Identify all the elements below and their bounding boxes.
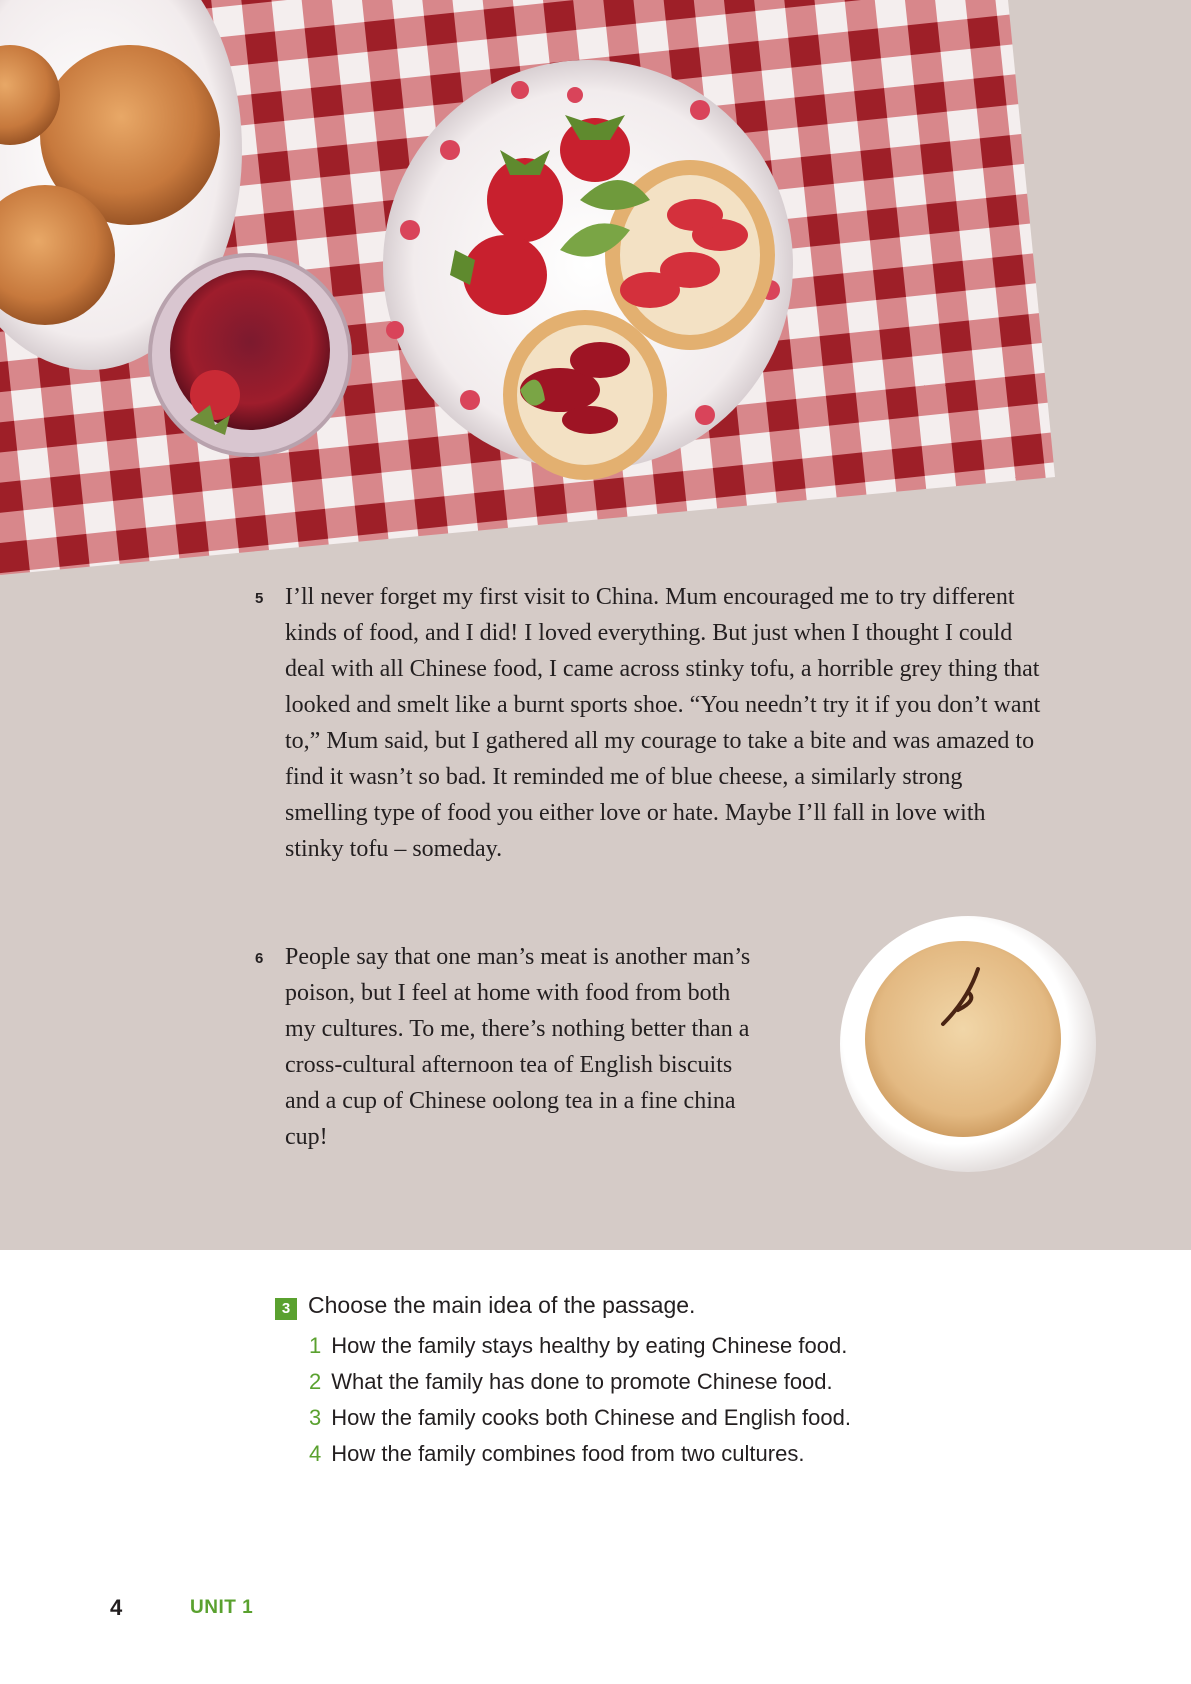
paragraph-6 [255,939,755,1155]
tea-surface [865,941,1061,1137]
paragraph-number: 6 [255,950,264,967]
option-number: 4 [309,1441,322,1466]
paragraph-text: I’ll never forget my first visit to China. Mum encouraged me to try different kinds of food, and I did! I loved everything. But just when I thought I could deal with all Chinese food, I came across stinky tofu, a horrible grey thing that looked and smelt like a burnt sports shoe. “You needn’t try it if you don’t want to,” Mum said, but I gathered all my courage to take a bite and was amazed to find it wasn’t so bad. It reminded me of blue cheese, a similarly strong smelling type of food you either love or hate. Maybe I’ll fall in love with stinky tofu – someday. [285,584,1041,862]
option-item[interactable] [309,1328,851,1364]
unit-label: UNIT 1 [190,1597,254,1618]
option-text: How the family stays healthy by eating Chinese food. [331,1333,848,1358]
option-number: 3 [309,1405,322,1430]
option-item[interactable] [309,1400,851,1436]
options-list [309,1328,851,1472]
option-item[interactable] [309,1364,851,1400]
paragraph-number: 5 [255,590,264,607]
paragraph-5 [255,579,1045,867]
oolong-tea-cup-photo [838,914,1098,1174]
exercise-instruction: Choose the main idea of the passage. [308,1292,696,1318]
exercise-number-badge: 3 [275,1298,297,1320]
paragraph-text: People say that one man’s meat is another man’s poison, but I feel at home with food from both my cultures. To me, there’s nothing better than a cross-cultural afternoon tea of English biscuits and a cup of Chinese oolong tea in a fine china cup! [285,944,751,1150]
option-text: How the family cooks both Chinese and English food. [331,1405,851,1430]
strawberry [463,235,547,315]
option-number: 2 [309,1369,322,1394]
page-number: 4 [110,1595,123,1620]
option-text: How the family combines food from two cultures. [331,1441,805,1466]
option-text: What the family has done to promote Chinese food. [331,1369,833,1394]
afternoon-tea-photo [0,0,1191,575]
option-item[interactable] [309,1436,851,1472]
option-number: 1 [309,1333,322,1358]
